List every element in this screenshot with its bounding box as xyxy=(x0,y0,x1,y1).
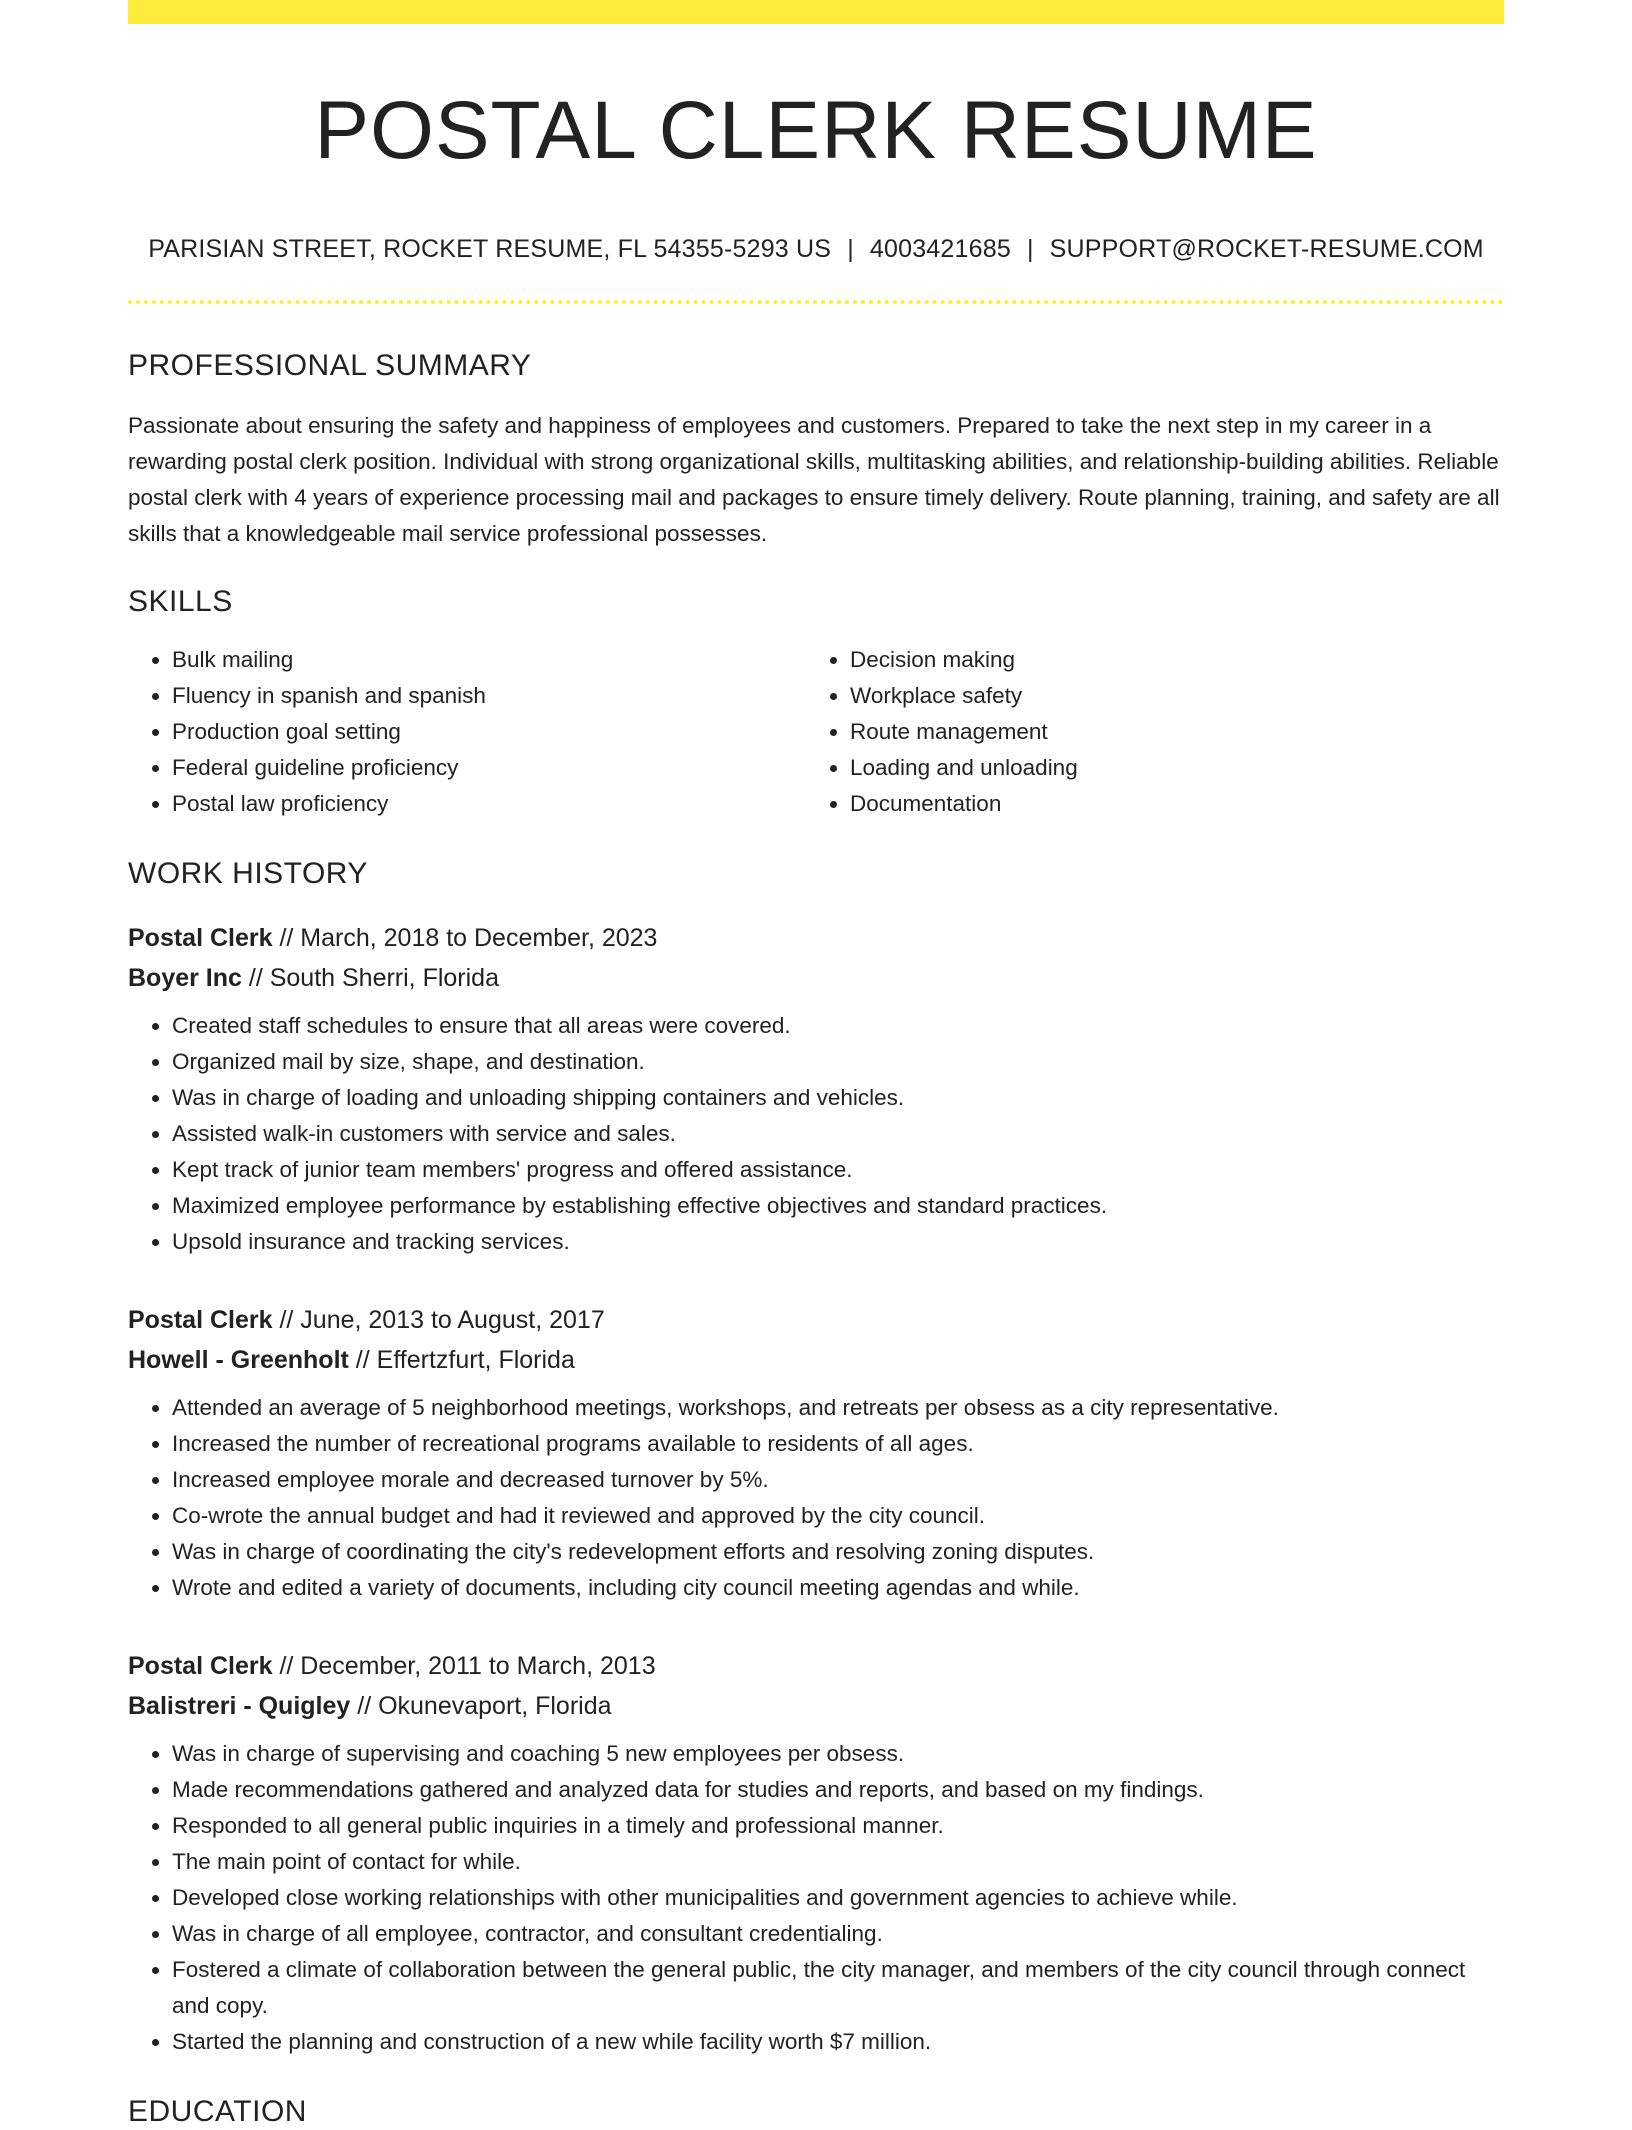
contact-email: SUPPORT@ROCKET-RESUME.COM xyxy=(1049,235,1484,264)
job-role: Postal Clerk xyxy=(128,1306,273,1335)
skills-column-left xyxy=(128,642,806,822)
skill-item: • Bulk mailing xyxy=(172,642,806,678)
job-title-line xyxy=(128,1300,1504,1340)
job-duty-item: • Kept track of junior team members' progress and offered assistance. xyxy=(172,1152,1504,1188)
job-duty-item: • Organized mail by size, shape, and destination. xyxy=(172,1044,1504,1080)
job-role: Postal Clerk xyxy=(128,1652,273,1681)
job-duty-item: • Was in charge of supervising and coaching 5 new employees per obsess. xyxy=(172,1736,1504,1772)
summary-heading: PROFESSIONAL SUMMARY xyxy=(128,349,532,383)
job-duty-item: • Responded to all general public inquiries in a timely and professional manner. xyxy=(172,1808,1504,1844)
job-duty-item: • Increased the number of recreational programs available to residents of all ages. xyxy=(172,1426,1504,1462)
job-entry xyxy=(128,1646,1504,2060)
contact-phone: 4003421685 xyxy=(869,235,1011,264)
job-duty-item: • Increased employee morale and decreased turnover by 5%. xyxy=(172,1462,1504,1498)
contact-separator: | xyxy=(847,235,854,264)
job-duty-item: • Maximized employee performance by establishing effective objectives and standard practices. xyxy=(172,1188,1504,1224)
job-duty-item: • Developed close working relationships with other municipalities and government agencies to achieve while. xyxy=(172,1880,1504,1916)
job-duties-list xyxy=(128,1736,1504,2060)
job-duty-item: • The main point of contact for while. xyxy=(172,1844,1504,1880)
job-duty-item: • Wrote and edited a variety of documents, including city council meeting agendas and while. xyxy=(172,1570,1504,1606)
job-dates: // March, 2018 to December, 2023 xyxy=(272,924,658,953)
job-company-line xyxy=(128,958,1504,998)
job-location: // Okunevaport, Florida xyxy=(350,1692,612,1721)
job-duty-item: • Fostered a climate of collaboration between the general public, the city manager, and members of the city council through connect and copy. xyxy=(172,1952,1504,2024)
contact-address: PARISIAN STREET, ROCKET RESUME, FL 54355-5293 US xyxy=(148,235,832,264)
work-history-list xyxy=(128,918,1504,2060)
job-entry xyxy=(128,918,1504,1260)
summary-text: Passionate about ensuring the safety and happiness of employees and customers. Prepared to take the next step in my career in a rewarding postal clerk position. Individual with strong organizational skills, multitasking abilities, and relationship-building abilities. Reliable postal clerk with 4 years of experience processing mail and packages to ensure timely delivery. Route planning, training, and safety are all skills that a knowledgeable mail service professional possesses. xyxy=(128,413,1500,547)
contact-line xyxy=(128,234,1504,264)
job-title-line xyxy=(128,918,1504,958)
dotted-divider xyxy=(128,300,1504,304)
job-duty-item: • Upsold insurance and tracking services. xyxy=(172,1224,1504,1260)
job-duty-item: • Was in charge of all employee, contractor, and consultant credentialing. xyxy=(172,1916,1504,1952)
skills-list xyxy=(128,642,1504,822)
job-duty-item: • Attended an average of 5 neighborhood meetings, workshops, and retreats per obsess as a city representative. xyxy=(172,1390,1504,1426)
job-company: Howell - Greenholt xyxy=(128,1346,349,1375)
header-accent-bar xyxy=(128,0,1504,24)
job-duty-item: • Was in charge of coordinating the city's redevelopment efforts and resolving zoning disputes. xyxy=(172,1534,1504,1570)
page-title: POSTAL CLERK RESUME xyxy=(314,85,1318,176)
job-title-line xyxy=(128,1646,1504,1686)
skill-item: • Production goal setting xyxy=(172,714,806,750)
skill-item: • Postal law proficiency xyxy=(172,786,806,822)
job-duty-item: • Started the planning and construction of a new while facility worth $7 million. xyxy=(172,2024,1504,2060)
job-duties-list xyxy=(128,1390,1504,1606)
skill-item: • Decision making xyxy=(850,642,1484,678)
job-location: // Effertzfurt, Florida xyxy=(348,1346,575,1375)
skill-item: • Federal guideline proficiency xyxy=(172,750,806,786)
job-duty-item: • Made recommendations gathered and analyzed data for studies and reports, and based on my findings. xyxy=(172,1772,1504,1808)
job-duty-item: • Assisted walk-in customers with service and sales. xyxy=(172,1116,1504,1152)
job-duties-list xyxy=(128,1008,1504,1260)
job-dates: // December, 2011 to March, 2013 xyxy=(272,1652,656,1681)
job-company: Balistreri - Quigley xyxy=(128,1692,351,1721)
education-heading: EDUCATION xyxy=(128,2095,307,2129)
job-duty-item: • Co-wrote the annual budget and had it reviewed and approved by the city council. xyxy=(172,1498,1504,1534)
resume-page xyxy=(128,0,1504,2130)
skill-item: • Fluency in spanish and spanish xyxy=(172,678,806,714)
job-role: Postal Clerk xyxy=(128,924,273,953)
job-location: // South Sherri, Florida xyxy=(241,964,499,993)
job-dates: // June, 2013 to August, 2017 xyxy=(272,1306,605,1335)
skill-item: • Documentation xyxy=(850,786,1484,822)
work-history-heading: WORK HISTORY xyxy=(128,857,368,891)
job-company-line xyxy=(128,1686,1504,1726)
skills-heading: SKILLS xyxy=(128,585,233,619)
skills-column-right xyxy=(806,642,1484,822)
job-duty-item: • Created staff schedules to ensure that all areas were covered. xyxy=(172,1008,1504,1044)
job-company: Boyer Inc xyxy=(128,964,242,993)
skill-item: • Workplace safety xyxy=(850,678,1484,714)
job-duty-item: • Was in charge of loading and unloading shipping containers and vehicles. xyxy=(172,1080,1504,1116)
skill-item: • Route management xyxy=(850,714,1484,750)
contact-separator: | xyxy=(1026,235,1034,264)
job-entry xyxy=(128,1300,1504,1606)
skill-item: • Loading and unloading xyxy=(850,750,1484,786)
job-company-line xyxy=(128,1340,1504,1380)
